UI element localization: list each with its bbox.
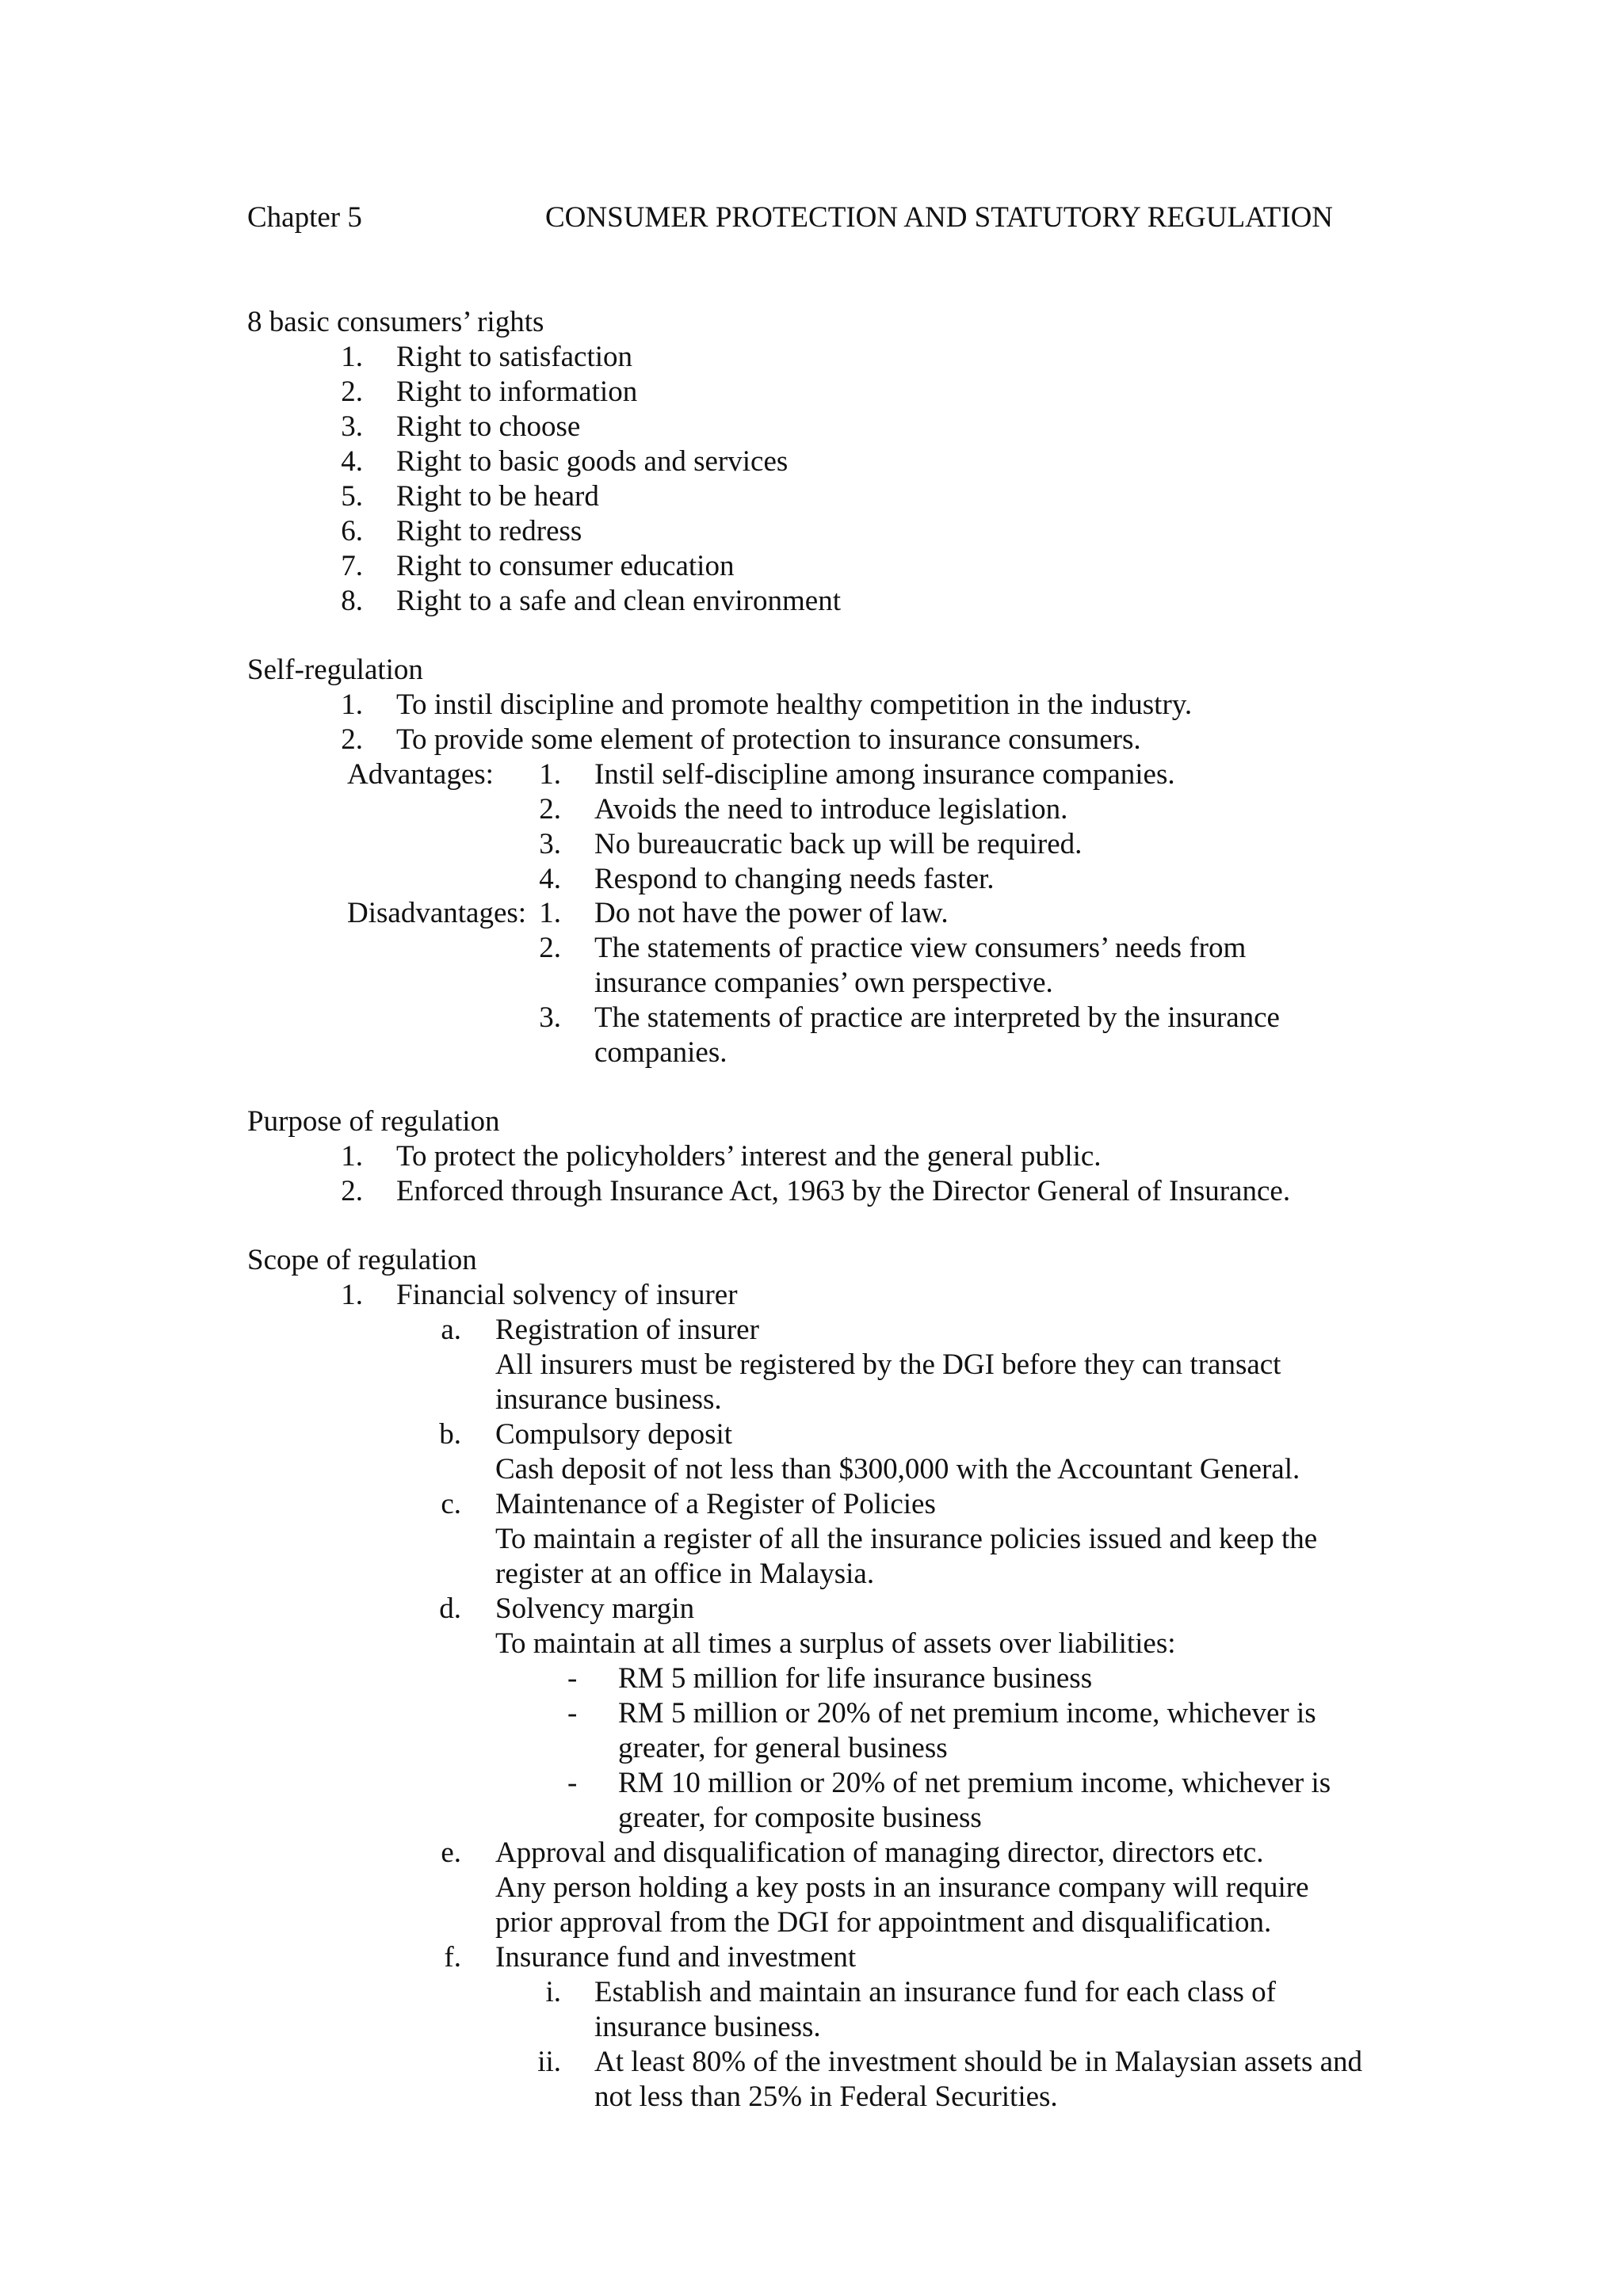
list-item-number: 1. <box>539 897 561 929</box>
sub-item-text: prior approval from the DGI for appointment and disqualification. <box>495 1906 1272 1939</box>
list-item-number: 5. <box>341 480 363 513</box>
chapter-label: Chapter 5 <box>247 201 362 234</box>
bullet-text: RM 10 million or 20% of net premium income, whichever is <box>618 1767 1331 1799</box>
self-regulation-heading: Self-regulation <box>247 654 423 686</box>
sub-item-title: Approval and disqualification of managing director, directors etc. <box>495 1836 1264 1869</box>
list-item-number: 2. <box>341 723 363 756</box>
page-title: CONSUMER PROTECTION AND STATUTORY REGULATION <box>545 201 1334 234</box>
bullet-text: RM 5 million or 20% of net premium income, whichever is <box>618 1697 1316 1730</box>
sub-sub-item-text: Establish and maintain an insurance fund for each class of <box>594 1976 1276 2008</box>
sub-item-letter: a. <box>441 1314 461 1346</box>
sub-item-letter: d. <box>439 1592 461 1625</box>
list-item: To protect the policyholders’ interest and the general public. <box>396 1140 1102 1173</box>
bullet-text: greater, for composite business <box>618 1802 982 1834</box>
rights-heading: 8 basic consumers’ rights <box>247 306 544 338</box>
list-item: To provide some element of protection to insurance consumers. <box>396 723 1141 756</box>
list-item: Respond to changing needs faster. <box>594 863 995 895</box>
list-item-number: 3. <box>341 410 363 443</box>
bullet-dash: - <box>567 1697 578 1730</box>
list-item-number: 4. <box>341 445 363 478</box>
list-item-number: 3. <box>539 1001 561 1034</box>
list-item-number: 2. <box>539 932 561 964</box>
sub-item-text: Any person holding a key posts in an insurance company will require <box>495 1871 1309 1904</box>
list-item: Right to satisfaction <box>396 341 633 373</box>
list-item-number: 1. <box>341 688 363 721</box>
sub-sub-item-text: not less than 25% in Federal Securities. <box>594 2081 1058 2113</box>
sub-item-letter: f. <box>444 1941 461 1974</box>
disadvantages-label: Disadvantages: <box>347 897 527 929</box>
list-item: Right to basic goods and services <box>396 445 789 478</box>
list-item: companies. <box>594 1036 727 1069</box>
list-item: Instil self-discipline among insurance companies. <box>594 758 1175 791</box>
list-item-number: 8. <box>341 585 363 617</box>
sub-item-text: To maintain a register of all the insurance policies issued and keep the <box>495 1523 1318 1555</box>
roman-numeral: ii. <box>537 2046 561 2078</box>
sub-item-text: Cash deposit of not less than $300,000 with the Accountant General. <box>495 1453 1300 1486</box>
list-item: The statements of practice view consumers’ needs from <box>594 932 1247 964</box>
bullet-dash: - <box>567 1767 578 1799</box>
list-item-number: 2. <box>539 793 561 826</box>
sub-item-title: Maintenance of a Register of Policies <box>495 1488 936 1520</box>
sub-item-title: Insurance fund and investment <box>495 1941 857 1974</box>
list-item: Right to redress <box>396 515 582 547</box>
sub-item-letter: b. <box>439 1418 461 1451</box>
list-item: Enforced through Insurance Act, 1963 by the Director General of Insurance. <box>396 1175 1291 1207</box>
list-item: Right to information <box>396 376 638 408</box>
advantages-label: Advantages: <box>347 758 494 791</box>
list-item-number: 1. <box>341 341 363 373</box>
list-item: Do not have the power of law. <box>594 897 949 929</box>
list-item-number: 3. <box>539 828 561 860</box>
roman-numeral: i. <box>545 1976 561 2008</box>
sub-item-title: Compulsory deposit <box>495 1418 733 1451</box>
list-item-number: 1. <box>341 1140 363 1173</box>
sub-item-text: To maintain at all times a surplus of assets over liabilities: <box>495 1627 1176 1660</box>
list-item-number: 2. <box>341 1175 363 1207</box>
list-item-number: 1. <box>341 1279 363 1311</box>
sub-item-letter: c. <box>441 1488 461 1520</box>
sub-item-text: insurance business. <box>495 1383 722 1416</box>
list-item-number: 6. <box>341 515 363 547</box>
scope-heading: Scope of regulation <box>247 1244 477 1276</box>
list-item: Right to consumer education <box>396 550 735 582</box>
list-item: To instil discipline and promote healthy competition in the industry. <box>396 688 1193 721</box>
list-item: Avoids the need to introduce legislation. <box>594 793 1068 826</box>
list-item-number: 7. <box>341 550 363 582</box>
list-item: Right to be heard <box>396 480 599 513</box>
bullet-text: RM 5 million for life insurance business <box>618 1662 1093 1695</box>
sub-sub-item-text: insurance business. <box>594 2011 821 2043</box>
sub-item-text: register at an office in Malaysia. <box>495 1558 875 1590</box>
list-item: No bureaucratic back up will be required. <box>594 828 1083 860</box>
list-item: Financial solvency of insurer <box>396 1279 738 1311</box>
list-item-number: 2. <box>341 376 363 408</box>
sub-item-title: Registration of insurer <box>495 1314 759 1346</box>
sub-sub-item-text: At least 80% of the investment should be in Malaysian assets and <box>594 2046 1363 2078</box>
list-item: The statements of practice are interpreted by the insurance <box>594 1001 1280 1034</box>
list-item: Right to a safe and clean environment <box>396 585 841 617</box>
bullet-dash: - <box>567 1662 578 1695</box>
sub-item-title: Solvency margin <box>495 1592 695 1625</box>
sub-item-letter: e. <box>441 1836 461 1869</box>
sub-item-text: All insurers must be registered by the DGI before they can transact <box>495 1348 1281 1381</box>
bullet-text: greater, for general business <box>618 1732 948 1764</box>
list-item: Right to choose <box>396 410 581 443</box>
list-item-number: 4. <box>539 863 561 895</box>
list-item: insurance companies’ own perspective. <box>594 967 1053 999</box>
list-item-number: 1. <box>539 758 561 791</box>
purpose-heading: Purpose of regulation <box>247 1105 500 1138</box>
